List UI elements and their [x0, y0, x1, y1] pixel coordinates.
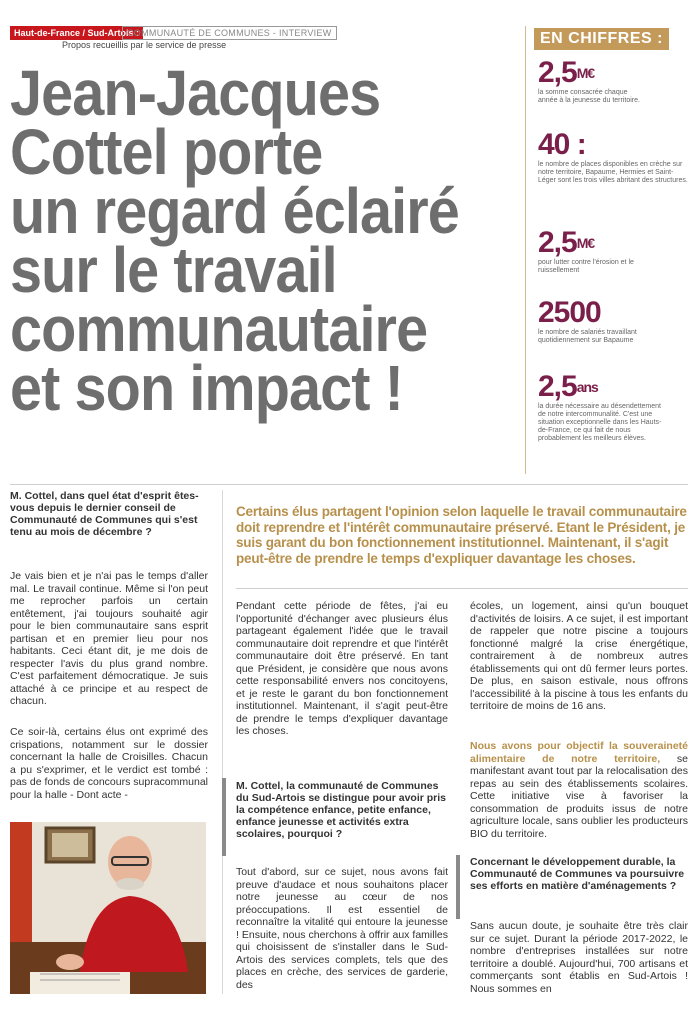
figure-text: le nombre de salariés travaillant quotidiennement sur Bapaume [538, 329, 637, 344]
paragraph: Pendant cette période de fêtes, j'ai eu l'opportunité d'échanger avec plusieurs élus partageant également l'idée que le travail communautaire doit reprendre et que l'intérêt communautaire doit être préservé. En tant que Président, je considère que nous avons cette responsabilité envers nos concitoyens, et je reste le garant du bon fonctionnement institutionnel. Maintenant, il s'agit peut-être de prendre le temps d'expliquer davantage les choses. [236, 600, 448, 737]
figure-item [538, 298, 688, 345]
highlight-text: Nous avons pour objectif la souveraineté alimentaire de notre territoire, [470, 740, 688, 765]
question: M. Cottel, la communauté de Communes du Sud-Artois se distingue pour avoir pris la compétence enfance, petite enfance, enfance jeunesse et activités extra scolaires, pourquoi ? [236, 780, 447, 840]
byline: Propos recueillis par le service de presse [62, 40, 227, 50]
figure-unit: M€ [576, 235, 595, 251]
question: M. Cottel, dans quel état d'esprit êtes-vous depuis le dernier conseil de Communauté de Communes qui s'est tenu au mois de décembre ? [10, 490, 199, 538]
paragraph: écoles, un logement, ainsi qu'un bouquet d'activités de loisirs. A ce sujet, il est important de rappeler que notre piscine a toujours fonctionné malgré la crise énergétique, contrairement à de nombreux autres établissements qui ont dû fermer leurs portes. De plus, en saison estivale, nous offrons l'accessibilité à la piscine à tous les enfants du territoire de moins de 16 ans. [470, 600, 688, 712]
divider [10, 484, 688, 485]
figure-unit: M€ [576, 65, 595, 81]
paragraph [470, 740, 688, 840]
figure-item [538, 372, 688, 443]
figure-unit: ans [576, 379, 598, 395]
headline-line: Jean-Jacques [10, 57, 381, 129]
headline [10, 57, 469, 424]
column-divider [222, 490, 223, 994]
pull-quote: Certains élus partagent l'opinion selon laquelle le travail communautaire doit reprendre et l'intérêt communautaire préservé. Etant le Président, je suis garant du bon fonctionnement institutionnel. Maintenant, il s'agit peut-être de prendre le temps d'expliquer davantage les choses. [236, 504, 687, 566]
figure-number: 2,5 [538, 226, 577, 259]
headline-line: et son impact ! [10, 352, 403, 424]
paragraph: Ce soir-là, certains élus ont exprimé des crispations, notamment sur le dossier concernant la halle de Croisilles. Chacun a pu s'exprimer, et le verdict est tombé : pas de fonds de concours supracommunal pour la halle - Dont acte - [10, 726, 208, 801]
paragraph-text: se manifestant avant tout par la relocalisation des repas au sein des établissements scolaires. Cette initiative vise à favoriser la consommation de produits issus de notre agriculture locale, sans oublier les producteurs BIO du territoire. [470, 752, 688, 840]
figure-text: pour lutter contre l'érosion et le ruissellement [538, 259, 634, 274]
paragraph: Sans aucun doute, je souhaite être très clair sur ce sujet. Durant la période 2017-2022, le nombre d'entreprises installées sur notre territoire a doublé. Aujourd'hui, 700 artisans et commerçants sont établis en Sud-Artois ! Nous sommes en [470, 920, 688, 995]
question-bar [222, 778, 226, 856]
section-tag: COMMUNAUTÉ DE COMMUNES - INTERVIEW [122, 26, 337, 40]
headline-line: communautaire [10, 293, 428, 365]
figure-text: la somme consacrée chaque année à la jeunesse du territoire. [538, 89, 640, 104]
figure-text: la durée nécessaire au désendettement de notre intercommunalité. C'est une situation exceptionnelle dans les Hauts-de-France, ce qui fait de nous probablement les meilleurs élèves. [538, 403, 662, 442]
portrait-photo [10, 822, 206, 994]
figure-number: 2,5 [538, 370, 577, 403]
sidebar-divider [525, 26, 526, 474]
question: Concernant le développement durable, la Communauté de Communes va poursuivre ses efforts en matière d'aménagements ? [470, 856, 685, 892]
figure-number: 40 : [538, 128, 586, 161]
divider [236, 588, 688, 589]
figure-number: 2,5 [538, 56, 577, 89]
question-bar [456, 855, 460, 919]
figure-item [538, 58, 688, 105]
region-tag: Haut-de-France / Sud-Artois : [10, 26, 143, 40]
figure-text: le nombre de places disponibles en crèche sur notre territoire, Bapaume, Hermies et Saint-Léger sont les trois villes abritant des structures. [538, 161, 688, 184]
paragraph: Je vais bien et je n'ai pas le temps d'aller mal. Le travail continue. Même si l'on peut me reprocher parfois un certain entêtement, j'ai toujours souhaité agir pour le bien communautaire sans esprit partisan et en premier lieu pour nos habitants. Ceci étant dit, je me dois de respecter l'avis du plus grand nombre. C'est parfaitement démocratique. Je suis attaché à ce principe et au respect de chacun. [10, 570, 208, 707]
headline-line: un regard éclairé [10, 175, 459, 247]
figure-item [538, 228, 688, 275]
figure-item [538, 130, 688, 185]
headline-line: Cottel porte [10, 116, 323, 188]
headline-line: sur le travail [10, 234, 337, 306]
figure-number: 2500 [538, 296, 601, 329]
paragraph: Tout d'abord, sur ce sujet, nous avons fait preuve d'audace et nous souhaitons placer notre jeunesse au cœur de nos préoccupations. Il est essentiel de reconnaître la vitalité qui entoure la jeunesse ! Ensuite, nous cherchons à offrir aux familles qui choisissent de s'installer dans le Sud-Artois des services complets, tels que des places en crèche, des services de garderie, des [236, 866, 448, 991]
figures-heading: EN CHIFFRES : [534, 28, 669, 50]
